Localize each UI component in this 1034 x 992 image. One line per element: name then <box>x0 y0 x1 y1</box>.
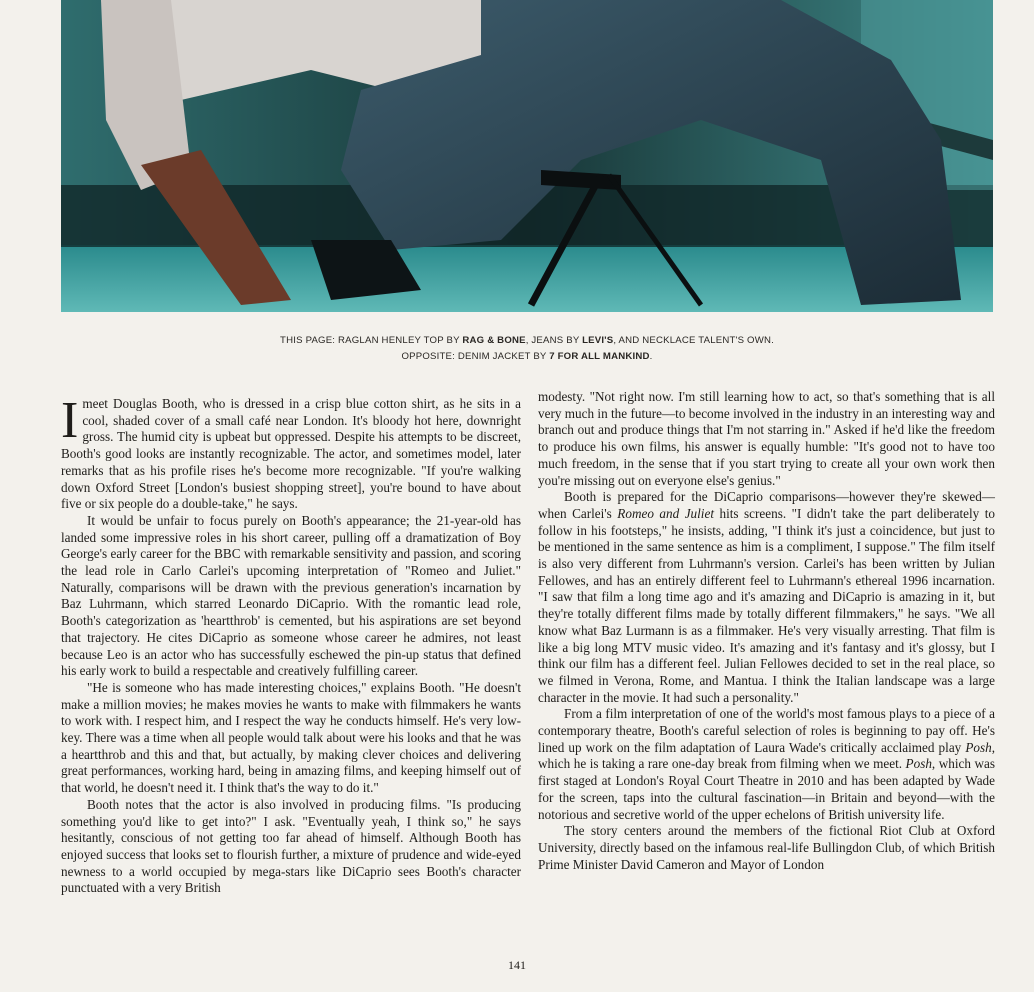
caption-text: . <box>649 351 653 362</box>
article-paragraph <box>538 489 995 706</box>
film-title: Romeo and Juliet <box>617 505 714 521</box>
drop-cap: I <box>61 392 79 449</box>
play-title: Posh <box>905 756 932 772</box>
paragraph-text: From a film interpretation of one of the world's most famous plays to a piece of a contemporary theatre, Booth's careful selection of roles is beginning to pay off. He's lined up work on the film adaptation of Laura Wade's critically acclaimed play <box>538 706 995 755</box>
article-paragraph <box>538 706 995 823</box>
article-paragraph: It would be unfair to focus purely on Booth's appearance; the 21-year-old has landed some impressive roles in his short career, pulling off a dramatization of Boy George's early career for the BBC with remarkable sensitivity and passion, and scoring the lead role in Carlo Carlei's upcoming interpretation of "Romeo and Juliet." Naturally, comparisons will be drawn with the previous generation's incarnation by Baz Luhrmann, which starred Leonardo DiCaprio. With the romantic lead role, Booth's categorization as 'heartthrob' is cemented, but his aspirations are set beyond that trajectory. He cites DiCaprio as someone whose career he admires, not least because Leo is an actor who has successfully eschewed the pin-up status that defined his early work to build a respectable and creatively fulfilling career. <box>61 512 521 679</box>
paragraph-text: meet Douglas Booth, who is dressed in a crisp blue cotton shirt, as he sits in a cool, shaded cover of a small café near London. It's bloody hot here, downright gross. The humid city is upbeat but oppressed. Despite his attempts to be discreet, Booth's good looks are instantly recognizable. The actor, and sometimes model, later remarks that as his profile rises he's become more recognizable. "If you're walking down Oxford Street [London's busiest shopping street], you're bound to have about five or six people do a double-take," he says. <box>61 396 521 512</box>
caption-text: THIS PAGE: RAGLAN HENLEY TOP BY <box>280 335 463 346</box>
photo-caption <box>61 333 993 365</box>
caption-text: , JEANS BY <box>525 335 583 346</box>
page-number: 141 <box>508 958 526 972</box>
paragraph-text: Booth is prepared for the DiCaprio comparisons—however they're skewed—when Carlei's <box>538 489 995 521</box>
play-title: Posh <box>965 739 992 755</box>
caption-text: OPPOSITE: DENIM JACKET BY <box>401 351 550 362</box>
article-paragraph: The story centers around the members of the fictional Riot Club at Oxford University, directly based on the infamous real-life Bullingdon Club, of which British Prime Minister David Cameron and Mayor of London <box>538 823 995 872</box>
brand-name: RAG & BONE <box>462 335 526 346</box>
paragraph-text: , which was first staged at London's Royal Court Theatre in 2010 and has been adapted by Wade for the screen, taps into the cultural fascination—in Britain and beyond—with the notorious and secretive world of the upper echelons of British university life. <box>538 756 995 822</box>
caption-line-2 <box>61 349 993 365</box>
caption-line-1 <box>61 333 993 349</box>
hero-photo <box>61 0 993 312</box>
caption-text: , AND NECKLACE TALENT'S OWN. <box>613 335 774 346</box>
article-paragraph: Booth notes that the actor is also involved in producing films. "Is producing something you'd like to get into?" I ask. "Eventually yeah, I think so," he says hesitantly, conscious of not getting too far ahead of himself. Although Booth has enjoyed success that looks set to flourish further, a mixture of prudence and wide-eyed newness to a world occupied by mega-stars like DiCaprio sees Booth's character punctuated with a very British <box>61 796 521 896</box>
brand-name: LEVI'S <box>582 335 614 346</box>
article-paragraph: modesty. "Not right now. I'm still learning how to act, so that's something that is all very much in the future—to become involved in the industry in an interesting way and branch out and produce things that I'm not starring in." Asked if he'd like the freedom to produce his own films, his answer is equally humble: "It's good not to have too much freedom, in the sense that if you start trying to create all your own work then you're missing out on everyone else's genius." <box>538 389 995 488</box>
article-paragraph <box>61 392 521 513</box>
article-column-right <box>538 389 995 873</box>
brand-name: 7 FOR ALL MANKIND <box>549 351 650 362</box>
article-paragraph: "He is someone who has made interesting choices," explains Booth. "He doesn't make a million movies; he makes movies he wants to make with filmmakers he wants to work with. I respect him, and I respect the way he conducts himself. He's very low-key. There was a time when all people would talk about were his looks and that he was a heartthrob and this and that, but actually, by making clever choices and delivering great performances, working hard, being in amazing films, and keeping himself out of that world, he doesn't need it. I think that's the way to do it." <box>61 679 521 796</box>
photo-illustration <box>61 0 993 312</box>
article-column-left <box>61 392 521 897</box>
paragraph-text: , which he is taking a rare one-day break from filming when we meet. <box>538 739 995 772</box>
paragraph-text: hits screens. "I didn't take the part deliberately to follow in his footsteps," he insists, adding, "I think it's just a coincidence, but just to be mentioned in the same sentence as him is a compliment, I suppose." The film itself is also very different from Luhrmann's version. Carlei's has been written by Julian Fellowes, and has an entirely different feel to Luhrmann's ethereal 1996 incarnation. "I saw that film a long time ago and it's amazing and DiCaprio is amazing in it, but they're totally different films made by totally different filmmakers," he says. "We all know what Baz Lurmann is as a filmmaker. He's very visually arresting. That film is like a big long MTV music video. It's amazing and it's fantasy and it's glossy, but I think our film has a different feel. Julian Fellowes decided to set in the real place, so we filmed in Verona, Rome, and Mantua. I think the Italian landscape was a large character in the movie. It had such a personality." <box>538 505 995 705</box>
